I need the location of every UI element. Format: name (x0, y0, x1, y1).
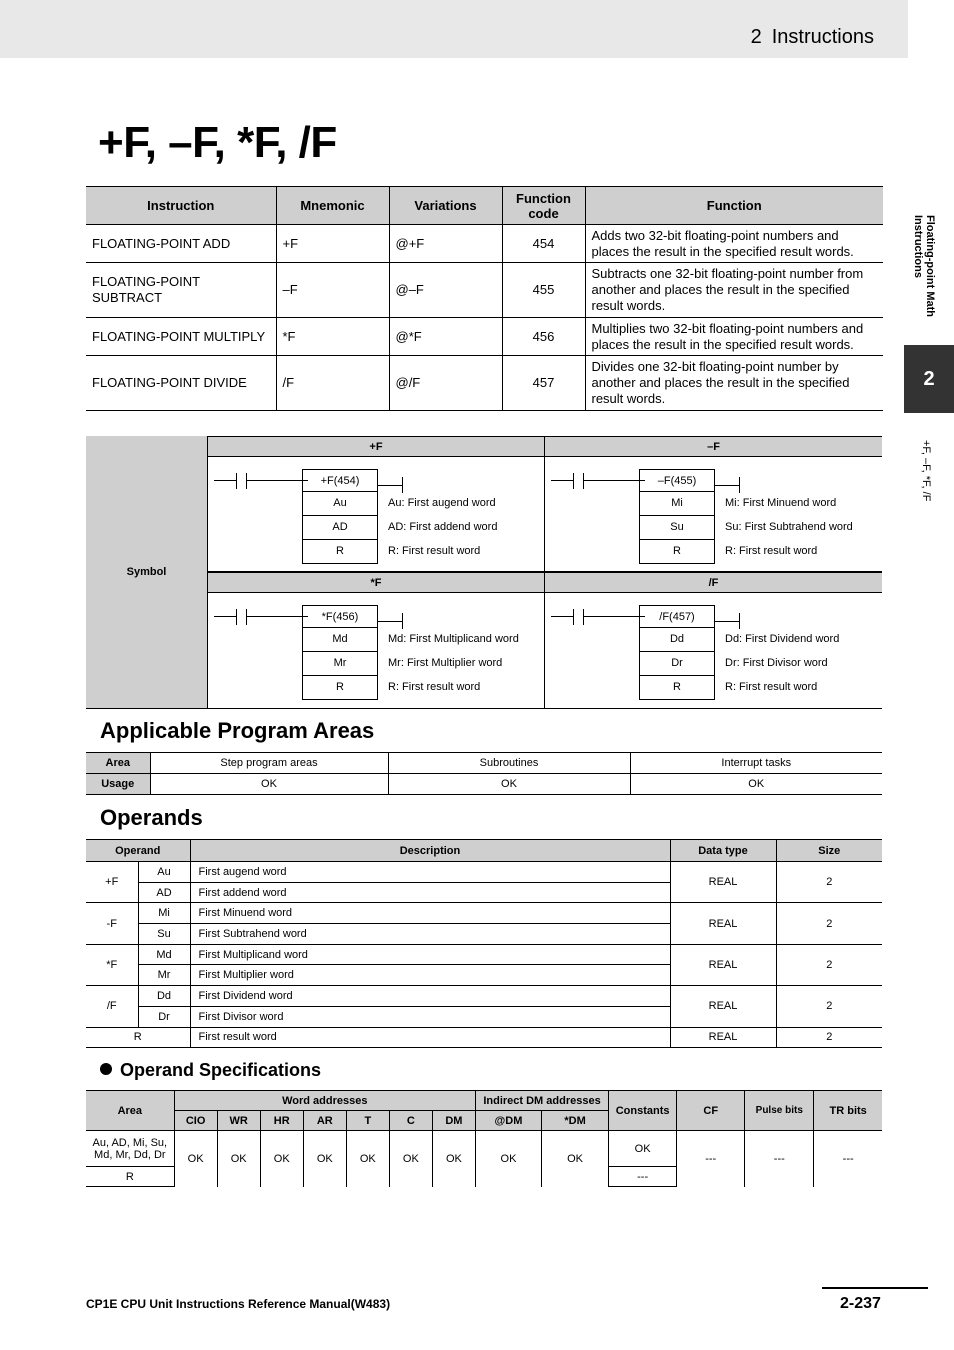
ladder-contact (214, 473, 304, 489)
page-number: 2-237 (840, 1295, 881, 1312)
symbol-subtract: –F –F(455) Mi Su R Mi: First Minuend word Su: First Subtrahend word R: First result word (544, 436, 882, 572)
operands-heading: Operands (100, 805, 203, 830)
bullet-icon (100, 1063, 112, 1075)
instruction-box: +F(454) Au AD R (302, 469, 378, 564)
side-subsection: +F, –F, *F, /F (920, 440, 932, 502)
manual-title: CP1E CPU Unit Instructions Reference Manual(W483) (86, 1297, 391, 1311)
table-row: Su First Subtrahend word (86, 924, 882, 945)
table-header-row: CIO WR HR AR T C DM @DM *DM (86, 1111, 882, 1131)
symbol-divide: /F /F(457) Dd Dr R Dd: First Dividend word Dr: First Divisor word R: First result word (544, 572, 882, 709)
table-row: FLOATING-POINT SUBTRACT –F @–F 455 Subtracts one 32-bit floating-point number from another and places the result in the specified result words. (86, 263, 883, 318)
table-row: AD First addend word (86, 882, 882, 903)
table-row: R First result word REAL 2 (86, 1027, 882, 1048)
chapter-tab: 2 (904, 345, 954, 413)
ladder-contact (551, 609, 641, 625)
table-row: -F Mi First Minuend word REAL 2 (86, 903, 882, 924)
instruction-box: –F(455) Mi Su R (639, 469, 715, 564)
table-row: FLOATING-POINT MULTIPLY *F @*F 456 Multiplies two 32-bit floating-point numbers and places the result in the specified result words. (86, 318, 883, 356)
table-row: *F Md First Multiplicand word REAL 2 (86, 944, 882, 965)
table-row: Dr First Divisor word (86, 1006, 882, 1027)
table-row: Area Step program areas Subroutines Interrupt tasks (86, 753, 882, 774)
table-row: Usage OK OK OK (86, 774, 882, 795)
ladder-contact (551, 473, 641, 489)
table-row: Au, AD, Mi, Su, Md, Mr, Dd, Dr OK OK OK OK OK OK OK OK OK OK --- --- --- (86, 1131, 882, 1167)
table-row: +F Au First augend word REAL 2 (86, 862, 882, 883)
operand-spec-heading: Operand Specifications (100, 1060, 321, 1081)
table-row: FLOATING-POINT DIVIDE /F @/F 457 Divides one 32-bit floating-point number by another and places the result in the specified result words. (86, 356, 883, 411)
symbol-block (86, 436, 882, 709)
side-section-title: Floating-point Math Instructions (912, 215, 936, 318)
table-header-row: Area Word addresses Indirect DM addresses Constants CF Pulse bits TR bits (86, 1091, 882, 1111)
table-row: Mr First Multiplier word (86, 965, 882, 986)
symbol-add: +F +F(454) Au AD R Au: First augend word AD: First addend word R: First result word (207, 436, 544, 572)
instruction-box: /F(457) Dd Dr R (639, 605, 715, 700)
table-row: FLOATING-POINT ADD +F @+F 454 Adds two 32-bit floating-point numbers and places the result in the specified result words. (86, 225, 883, 263)
areas-heading: Applicable Program Areas (100, 718, 375, 743)
program-areas-table (86, 752, 882, 795)
table-header-row: Operand Description Data type Size (86, 840, 882, 862)
chapter-header: 2 Instructions (750, 26, 874, 48)
table-row: /F Dd First Dividend word REAL 2 (86, 986, 882, 1007)
symbol-label: Symbol (86, 436, 207, 709)
instruction-box: *F(456) Md Mr R (302, 605, 378, 700)
table-header-row: Instruction Mnemonic Variations Function code Function (86, 187, 883, 225)
footer-rule (822, 1287, 928, 1289)
operand-spec-table (86, 1090, 882, 1187)
instruction-table (86, 186, 883, 411)
table-row: R --- (86, 1167, 882, 1187)
ladder-contact (214, 609, 304, 625)
operands-table (86, 839, 882, 1048)
page-title: +F, –F, *F, /F (98, 118, 337, 167)
symbol-multiply: *F *F(456) Md Mr R Md: First Multiplicand word Mr: First Multiplier word R: First result word (207, 572, 544, 709)
